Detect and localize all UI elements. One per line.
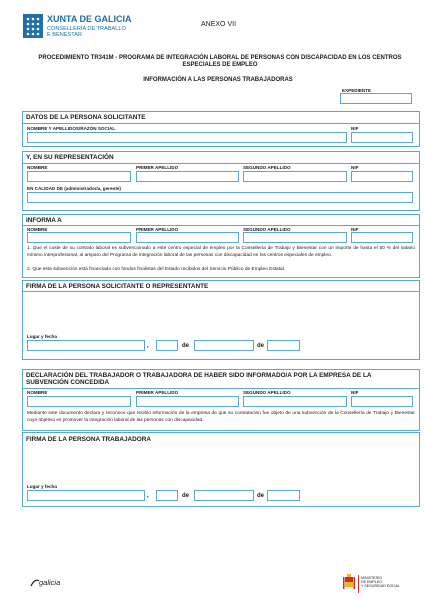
firma-sol-dia-field[interactable] (156, 340, 178, 351)
rep-nombre-field[interactable] (27, 171, 131, 182)
xunta-logo (23, 14, 133, 48)
xunta-emblem-icon (23, 14, 43, 38)
calidad-label: EN CALIDAD DE (administrador/a, gerente) (27, 186, 121, 191)
solicitante-nif-field[interactable] (351, 132, 413, 143)
de-separator: de (257, 493, 265, 499)
dec-nif-field[interactable] (351, 396, 413, 407)
rep-nif-field[interactable] (351, 171, 413, 182)
inf-nif-field[interactable] (351, 232, 413, 243)
section-representacion (22, 151, 420, 211)
section-informa (22, 214, 420, 278)
section-informa-title: INFORMA A (26, 217, 62, 224)
section-firma-trabajadora (22, 432, 420, 507)
primer-apellido-label: PRIMER APELLIDO (136, 165, 179, 170)
section-firma-solicitante-title: FIRMA DE LA PERSONA SOLICITANTE O REPRESENTANTE (26, 283, 209, 290)
segundo-apellido-label: SEGUNDO APELLIDO (243, 227, 291, 232)
nombre-label: NOMBRE (27, 227, 48, 232)
page-subtitle: INFORMACIÓN A LAS PERSONAS TRABAJADORAS (143, 77, 293, 83)
solicitante-name-field[interactable] (27, 132, 347, 143)
comma-separator: , (147, 343, 149, 349)
ministry-line3: Y SEGURIDAD SOCIAL (361, 584, 400, 588)
rep-segundo-apellido-field[interactable] (243, 171, 347, 182)
declaracion-text: Mediante este documento declara y reconoce que recibió información de la empresa de que su contratación fue objeto de una subvención de la Consellería de Trabajo y Bienestar cuyo objetivo es promover la integración laboral de las personas con discapacidad. (27, 411, 415, 423)
dec-nombre-field[interactable] (27, 396, 131, 407)
dec-primer-apellido-field[interactable] (136, 396, 239, 407)
nif-label: NIF (351, 126, 359, 131)
lugar-fecha-label: Lugar y fecha (27, 484, 57, 489)
inf-nombre-field[interactable] (27, 232, 131, 243)
de-separator: de (182, 343, 190, 349)
ministry-line2: DE EMPLEO (361, 580, 382, 584)
galicia-logo (30, 576, 70, 590)
firma-sol-mes-field[interactable] (194, 340, 254, 351)
firma-trab-anio-field[interactable] (267, 490, 300, 501)
nif-label: NIF (351, 227, 359, 232)
section-representacion-title: Y, EN SU REPRESENTACIÓN (26, 154, 114, 161)
primer-apellido-label: PRIMER APELLIDO (136, 227, 179, 232)
name-label: NOMBRE Y APELLIDOS/RAZÓN SOCIAL (27, 126, 116, 131)
org-sub1: CONSELLERÍA DE TRABALLO (47, 26, 126, 32)
informa-point-2: 2. Que esta subvención está financiada con fondos finalistas del Estado recibidos del Servicio Público de Empleo Estatal. (27, 267, 286, 272)
nif-label: NIF (351, 390, 359, 395)
nif-label: NIF (351, 165, 359, 170)
ministry-separator (358, 575, 359, 593)
nombre-label: NOMBRE (27, 165, 48, 170)
ministry-line1: MINISTERIO (361, 576, 382, 580)
primer-apellido-label: PRIMER APELLIDO (136, 390, 179, 395)
galicia-logo-text: galicia (39, 578, 61, 587)
firma-trab-dia-field[interactable] (156, 490, 178, 501)
spain-coat-of-arms-icon (342, 574, 356, 594)
annex-label: ANEXO VII (201, 21, 237, 28)
segundo-apellido-label: SEGUNDO APELLIDO (243, 390, 291, 395)
rep-calidad-field[interactable] (27, 192, 413, 203)
de-separator: de (257, 343, 265, 349)
section-solicitante (22, 111, 420, 147)
firma-sol-anio-field[interactable] (267, 340, 300, 351)
inf-segundo-apellido-field[interactable] (243, 232, 347, 243)
lugar-fecha-label: Lugar y fecha (27, 334, 57, 339)
dec-segundo-apellido-field[interactable] (243, 396, 347, 407)
org-sub2: E BENESTAR (47, 32, 83, 38)
informa-point-1: 1. Que el coste de su contrato laboral es subvencionado a este centro especial de empleo por la Consellería de Trabajo y Bienestar con un importe de hasta el 50 % del salario mínimo interprofesional, al amparo del Programa de integración laboral de las personas con discapacidad en los centros especiales de empleo. (27, 246, 415, 258)
rep-primer-apellido-field[interactable] (136, 171, 239, 182)
section-declaracion-title: DECLARACIÓN DEL TRABAJADOR O TRABAJADORA DE HABER SIDO INFORMADO/A POR LA EMPRESA DE LA SUBVENCIÓN CONCEDIDA (26, 372, 372, 386)
section-declaracion (22, 369, 420, 431)
procedure-title: PROCEDIMIENTO TR341M - PROGRAMA DE INTEGRACIÓN LABORAL DE PERSONAS CON DISCAPACIDAD EN LOS CENTROS ESPECIALES DE EMPLEO (38, 55, 402, 68)
nombre-label: NOMBRE (27, 390, 48, 395)
org-name: XUNTA DE GALICIA (47, 14, 132, 24)
inf-primer-apellido-field[interactable] (136, 232, 239, 243)
section-solicitante-title: DATOS DE LA PERSONA SOLICITANTE (26, 114, 146, 121)
section-firma-trabajadora-title: FIRMA DE LA PERSONA TRABAJADORA (26, 436, 151, 443)
comma-separator: , (147, 493, 149, 499)
de-separator: de (182, 493, 190, 499)
segundo-apellido-label: SEGUNDO APELLIDO (243, 165, 291, 170)
section-firma-solicitante (22, 280, 420, 360)
firma-trab-mes-field[interactable] (194, 490, 254, 501)
expediente-label: EXPEDIENTE (342, 88, 372, 93)
expediente-field[interactable] (340, 93, 412, 104)
firma-trab-lugar-field[interactable] (27, 490, 145, 501)
firma-sol-lugar-field[interactable] (27, 340, 145, 351)
ministry-logo (342, 574, 418, 596)
